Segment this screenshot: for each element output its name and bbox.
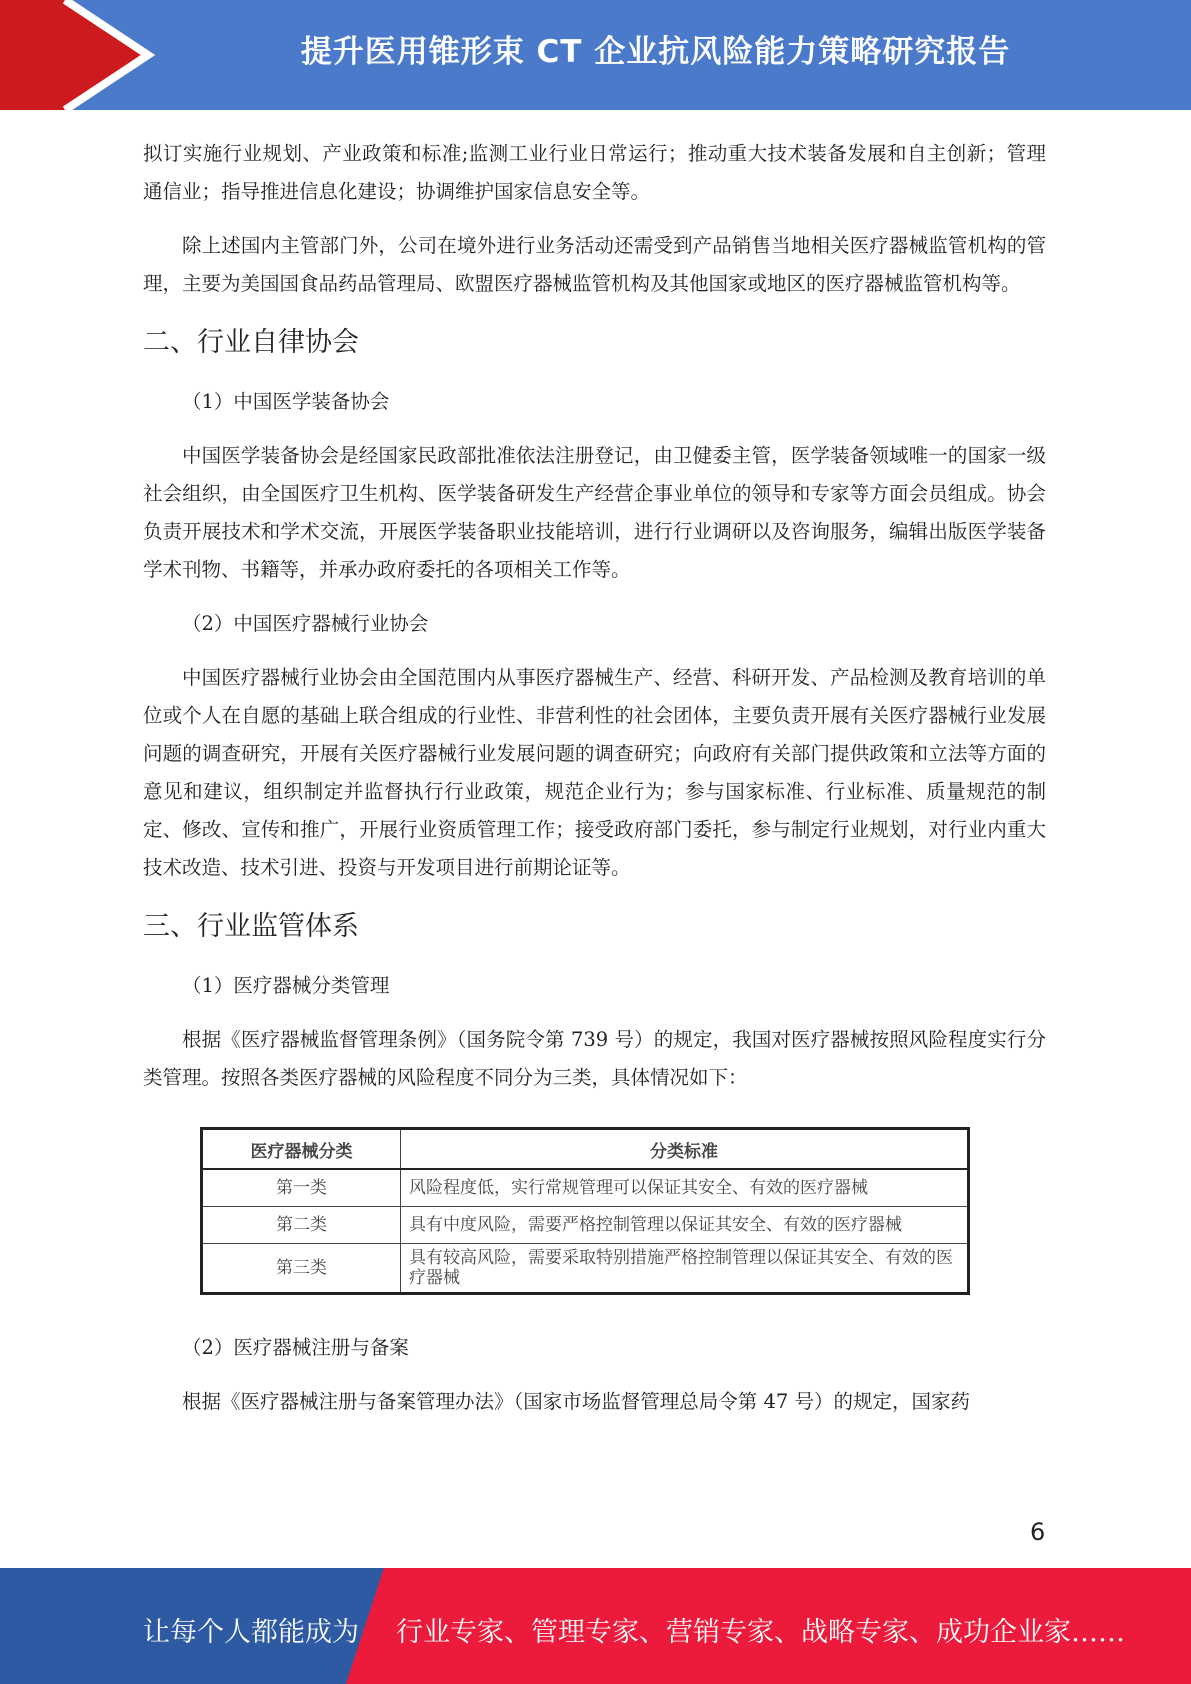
table-cell-criteria: 具有较高风险，需要采取特别措施严格控制管理以保证其安全、有效的医疗器械 <box>401 1244 969 1294</box>
table-cell-criteria: 风险程度低，实行常规管理可以保证其安全、有效的医疗器械 <box>401 1169 969 1207</box>
page-content <box>143 135 1046 1421</box>
paragraph-overseas-regulators: 除上述国内主管部门外，公司在境外进行业务活动还需受到产品销售当地相关医疗器械监管机构的管理，主要为美国国食品药品管理局、欧盟医疗器械监管机构及其他国家或地区的医疗器械监管机构等。 <box>143 234 1046 295</box>
table-cell-criteria: 具有中度风险，需要严格控制管理以保证其安全、有效的医疗器械 <box>401 1207 969 1244</box>
page-header <box>0 0 1191 110</box>
classification-table <box>200 1127 970 1295</box>
table-header-cell: 分类标准 <box>401 1129 969 1170</box>
subheading-1: （1）中国医学装备协会 <box>182 390 390 413</box>
paragraph-ministry-duties: 拟订实施行业规划、产业政策和标准;监测工业行业日常运行；推动重大技术装备发展和自主创新；管理通信业；指导推进信息化建设；协调维护国家信息安全等。 <box>143 142 1046 203</box>
table-cell-category: 第二类 <box>202 1207 401 1244</box>
subheading-4: （2）医疗器械注册与备案 <box>182 1336 409 1359</box>
table-header-row <box>202 1129 969 1170</box>
table-row <box>202 1169 969 1207</box>
footer-slogan-right: 行业专家、管理专家、营销专家、战略专家、成功企业家…… <box>396 1617 1125 1648</box>
table-header-cell: 医疗器械分类 <box>202 1129 401 1170</box>
table-cell-category: 第一类 <box>202 1169 401 1207</box>
paragraph-device-industry-association: 中国医疗器械行业协会由全国范围内从事医疗器械生产、经营、科研开发、产品检测及教育培训的单位或个人在自愿的基础上联合组成的行业性、非营利性的社会团体，主要负责开展有关医疗器械行业发展问题的调查研究，开展有关医疗器械行业发展问题的调查研究；向政府有关部门提供政策和立法等方面的意见和建议，组织制定并监督执行行业政策，规范企业行为；参与国家标准、行业标准、质量规范的制定、修改、宣传和推广，开展行业资质管理工作；接受政府部门委托，参与制定行业规划，对行业内重大技术改造、技术引进、投资与开发项目进行前期论证等。 <box>143 666 1046 879</box>
subheading-3: （1）医疗器械分类管理 <box>182 974 390 997</box>
section-heading-2: 二、行业自律协会 <box>143 327 359 358</box>
table-cell-category: 第三类 <box>202 1244 401 1294</box>
paragraph-medical-equipment-association: 中国医学装备协会是经国家民政部批准依法注册登记，由卫健委主管，医学装备领域唯一的国家一级社会组织，由全国医疗卫生机构、医学装备研发生产经营企事业单位的领导和专家等方面会员组成。协会负责开展技术和学术交流，开展医学装备职业技能培训，进行行业调研以及咨询服务，编辑出版医学装备学术刊物、书籍等，并承办政府委托的各项相关工作等。 <box>143 444 1046 581</box>
table-row <box>202 1244 969 1294</box>
table-row <box>202 1207 969 1244</box>
footer-slogan-left: 让每个人都能成为 <box>143 1617 359 1648</box>
page-footer <box>0 1568 1191 1684</box>
subheading-2: （2）中国医疗器械行业协会 <box>182 612 429 635</box>
paragraph-classification: 根据《医疗器械监督管理条例》（国务院令第 739 号）的规定，我国对医疗器械按照风险程度实行分类管理。按照各类医疗器械的风险程度不同分为三类，具体情况如下： <box>143 1028 1046 1089</box>
section-heading-3: 三、行业监管体系 <box>143 911 359 942</box>
header-arrow-decoration <box>0 0 160 110</box>
paragraph-registration: 根据《医疗器械注册与备案管理办法》（国家市场监督管理总局令第 47 号）的规定，国家药 <box>182 1390 970 1413</box>
page-number: 6 <box>1030 1518 1046 1546</box>
report-title: 提升医用锥形束 CT 企业抗风险能力策略研究报告 <box>300 34 1011 70</box>
